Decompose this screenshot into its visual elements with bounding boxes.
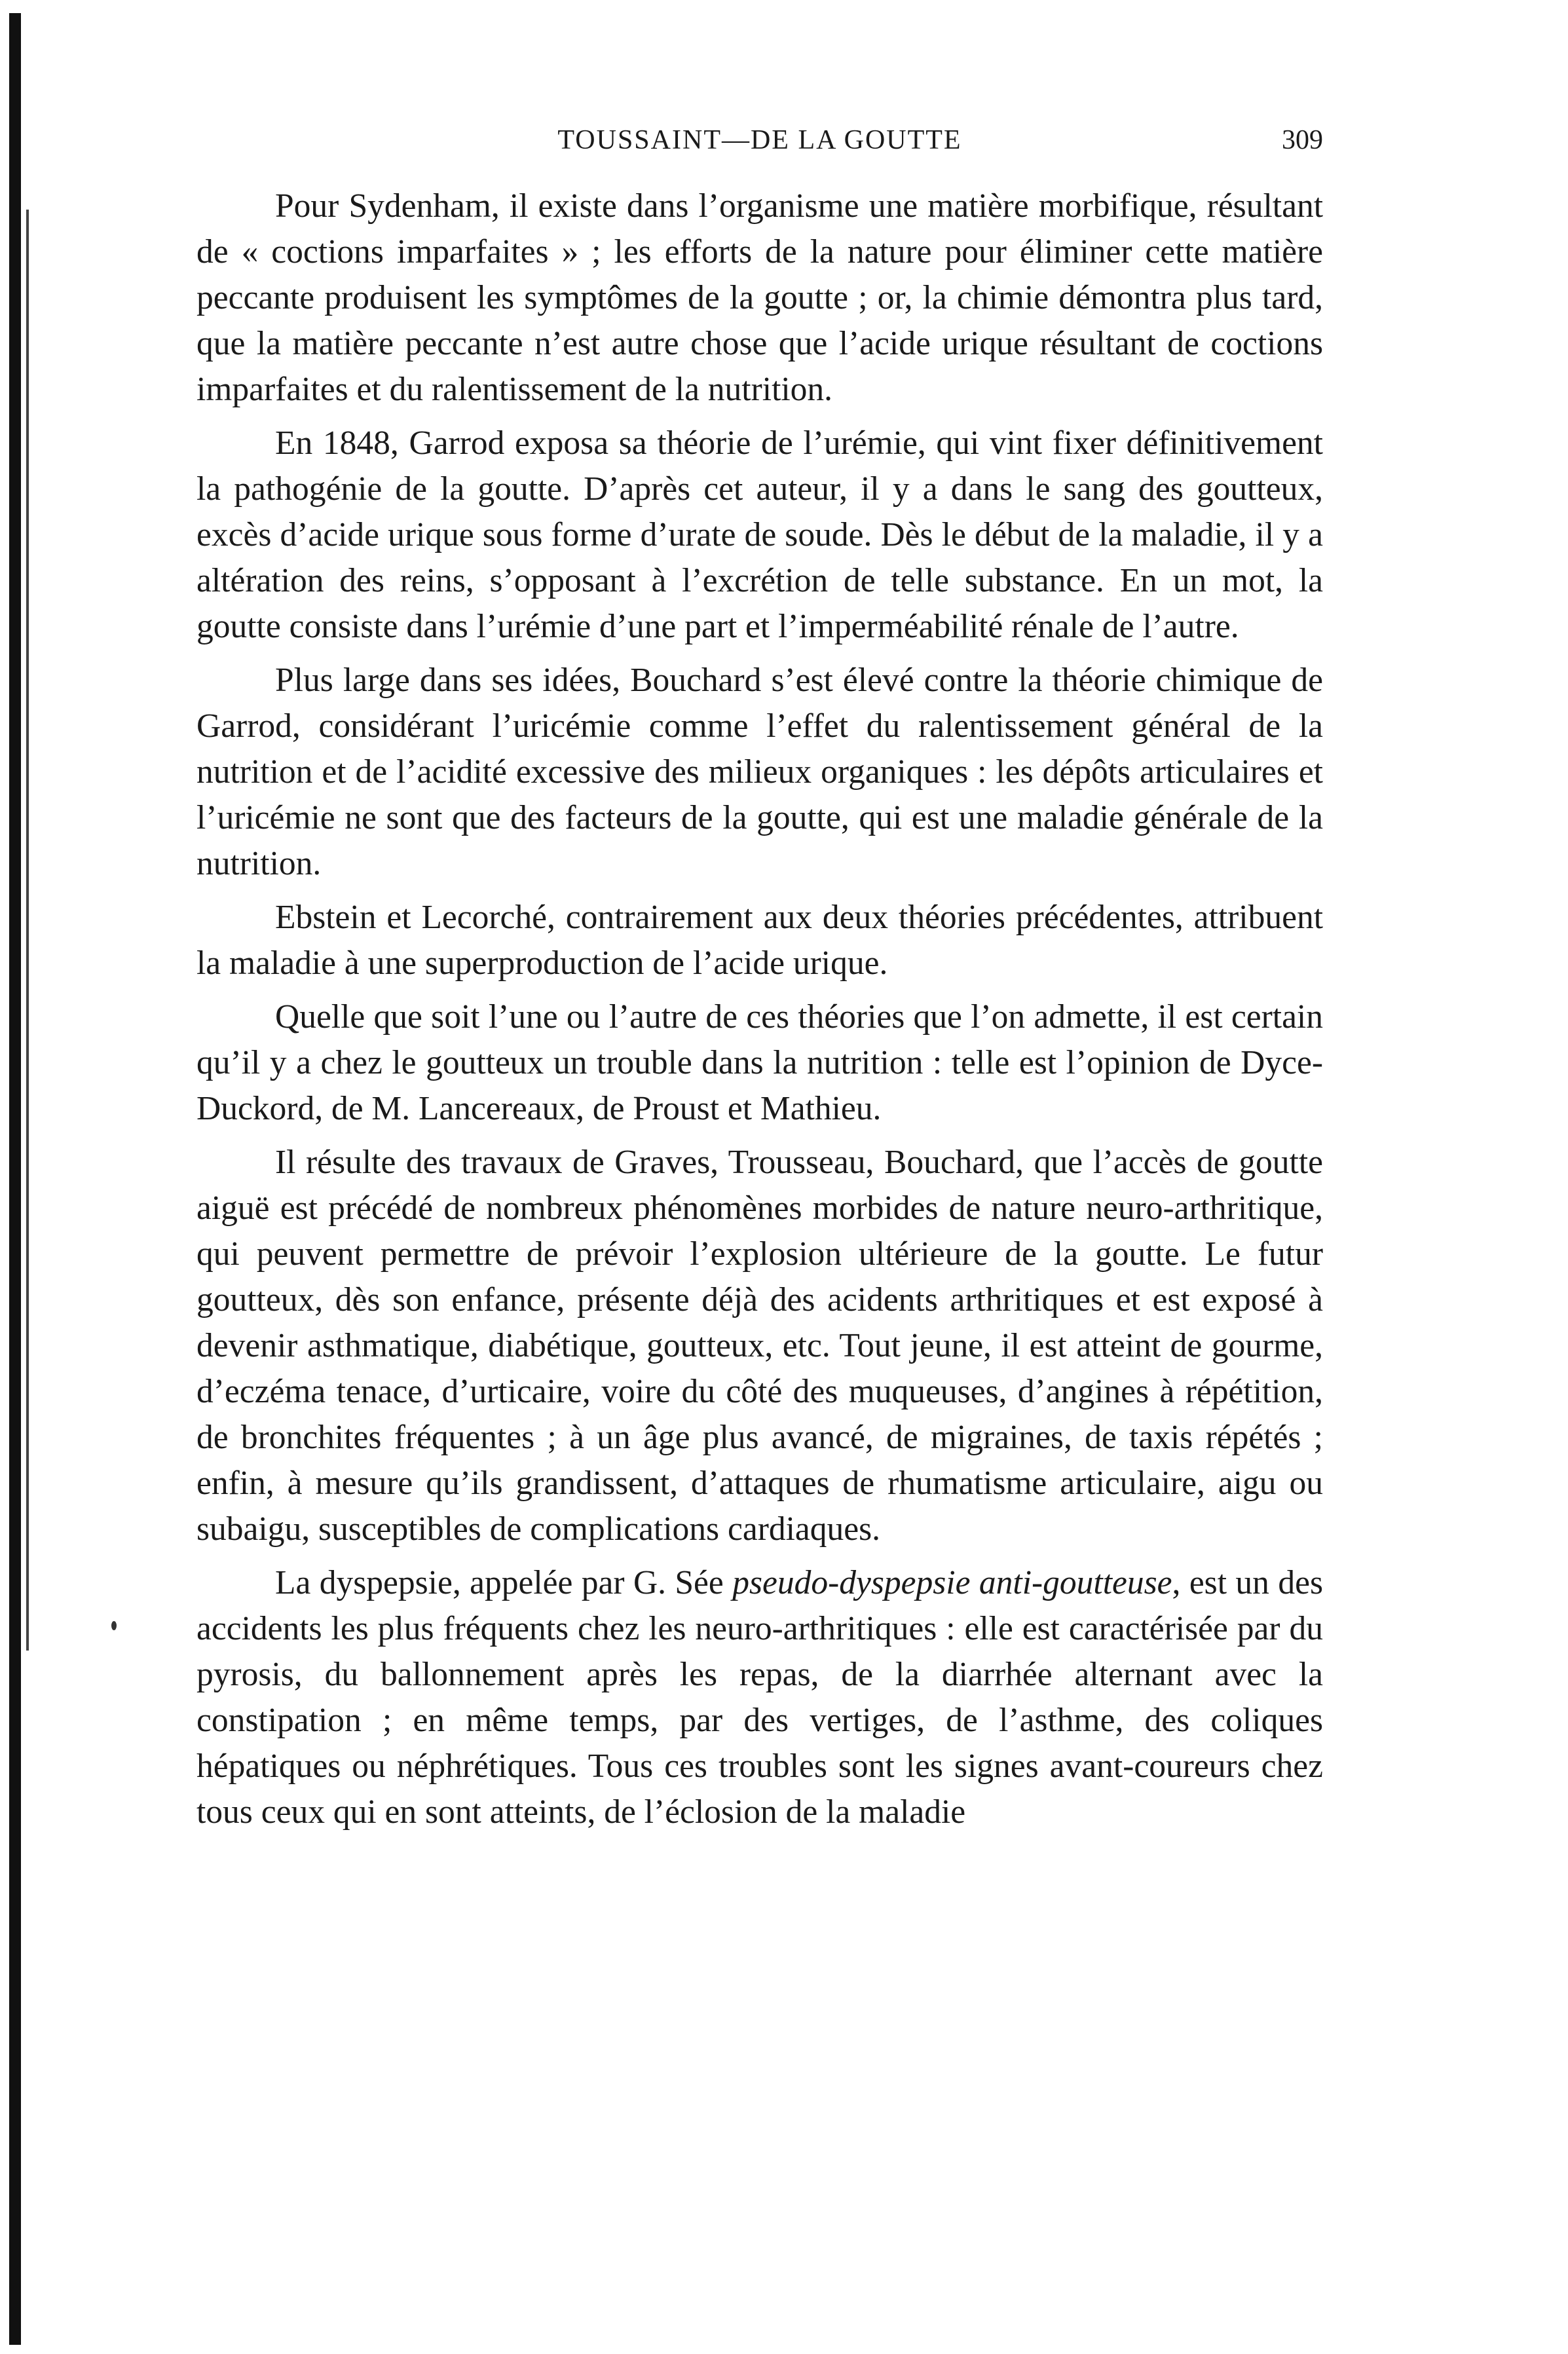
- dyspepsie-italic-term: pseudo-dyspepsie anti-goutteuse: [732, 1564, 1172, 1601]
- dyspepsie-text-after: , est un des accidents les plus fréquents chez les neuro-arthritiques : elle est caractérisée par du pyrosis, du ballonnement après les repas, de la diarrhée alternant avec la constipation ; en même temps, par des vertiges, de l’asthme, des coliques hépatiques ou néphrétiques. Tous ces troubles sont les signes avant-coureurs chez tous ceux qui en sont atteints, de l’éclosion de la maladie: [196, 1564, 1323, 1831]
- paragraph-garrod: En 1848, Garrod exposa sa théorie de l’urémie, qui vint fixer définitivement la pathogénie de la goutte. D’après cet auteur, il y a dans le sang des goutteux, excès d’acide urique sous forme d’urate de soude. Dès le début de la maladie, il y a altération des reins, s’opposant à l’excrétion de telle substance. En un mot, la goutte consiste dans l’urémie d’une part et l’imperméabilité rénale de l’autre.: [196, 424, 1323, 645]
- dyspepsie-text-before: La dyspepsie, appelée par G. Sée: [275, 1564, 733, 1601]
- running-title: TOUSSAINT—DE LA GOUTTE: [557, 125, 962, 155]
- scan-speck: [111, 1621, 117, 1630]
- page-number: 309: [1282, 125, 1323, 155]
- paragraph-nutrition: Quelle que soit l’une ou l’autre de ces théories que l’on admette, il est certain qu’il y a chez le goutteux un trouble dans la nutrition : telle est l’opinion de Dyce-Duckord, de M. Lancereaux, de Proust et Mathieu.: [196, 998, 1323, 1127]
- paragraph-dyspepsie: [196, 1560, 1323, 1835]
- scan-binding-shadow: [26, 210, 29, 1651]
- paragraph-bouchard: Plus large dans ses idées, Bouchard s’est élevé contre la théorie chimique de Garrod, considérant l’uricémie comme l’effet du ralentissement général de la nutrition et de l’acidité excessive des milieux organiques : les dépôts articulaires et l’uricémie ne sont que des facteurs de la goutte, qui est une maladie générale de la nutrition.: [196, 662, 1323, 882]
- paragraph-prodromes: Il résulte des travaux de Graves, Trousseau, Bouchard, que l’accès de goutte aiguë est précédé de nombreux phénomènes morbides de nature neuro-arthritique, qui peuvent permettre de prévoir l’explosion ultérieure de la goutte. Le futur goutteux, dès son enfance, présente déjà des acidents arthritiques et est exposé à devenir asthmatique, diabétique, goutteux, etc. Tout jeune, il est atteint de gourme, d’eczéma tenace, d’urticaire, voire du côté des muqueuses, d’angines à répétition, de bronchites fréquentes ; à un âge plus avancé, de migraines, de taxis répétés ; enfin, à mesure qu’ils grandissent, d’attaques de rhumatisme articulaire, aigu ou subaigu, susceptibles de complications cardiaques.: [196, 1144, 1323, 1548]
- scan-binding-edge: [9, 13, 21, 2345]
- paragraph-ebstein: Ebstein et Lecorché, contrairement aux deux théories précédentes, attribuent la maladie à une superproduction de l’acide urique.: [196, 899, 1323, 982]
- paragraph-sydenham: Pour Sydenham, il existe dans l’organisme une matière morbifique, résultant de « coctions imparfaites » ; les efforts de la nature pour éliminer cette matière peccante produisent les symptômes de la goutte ; or, la chimie démontra plus tard, que la matière peccante n’est autre chose que l’acide urique résultant de coctions imparfaites et du ralentissement de la nutrition.: [196, 187, 1323, 408]
- book-page: [196, 124, 1323, 1843]
- running-head: [196, 124, 1323, 170]
